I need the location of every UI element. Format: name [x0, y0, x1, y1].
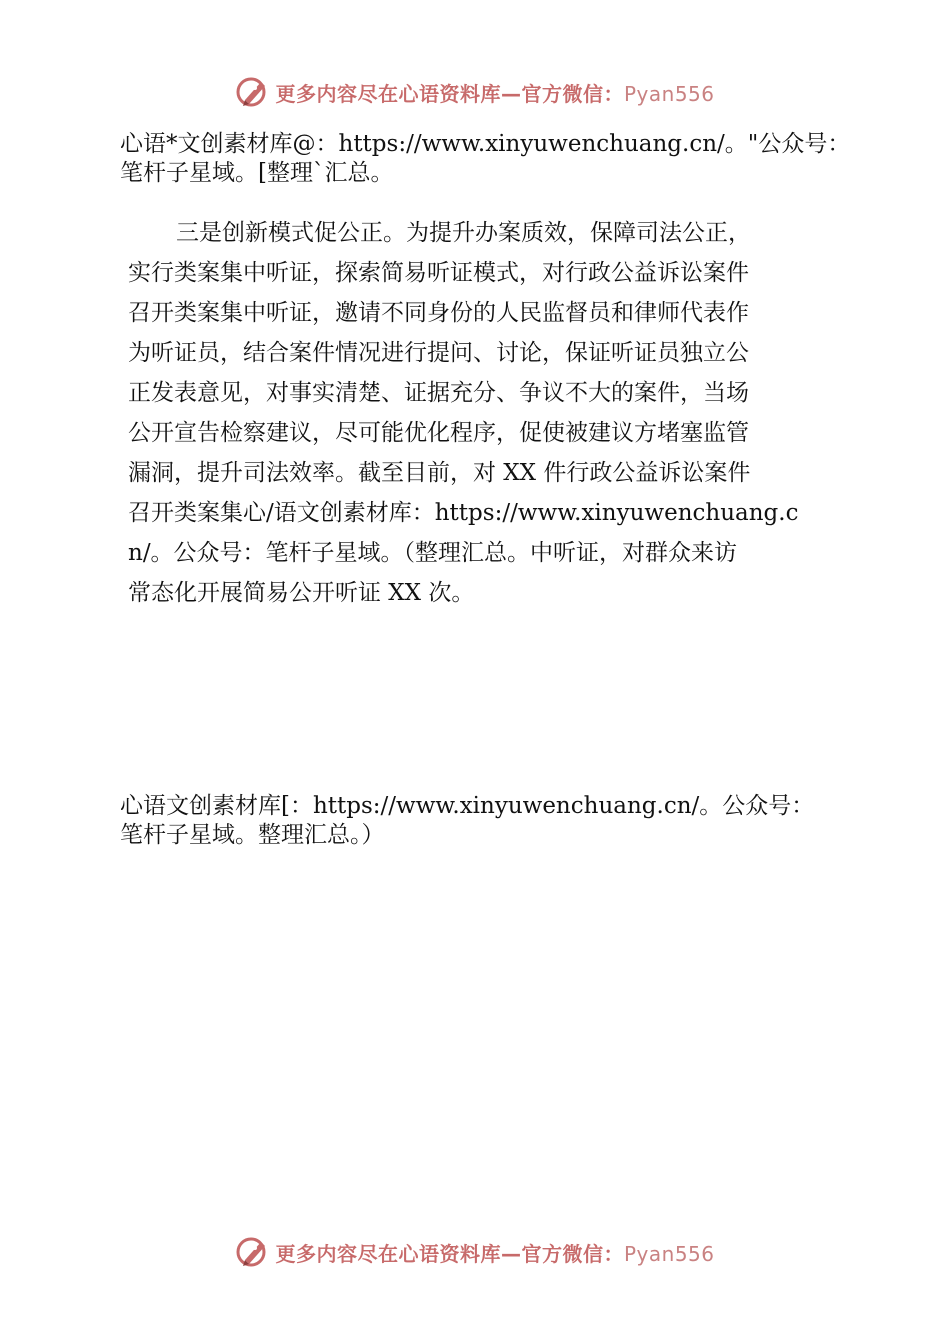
paragraph-line-4: 为听证员，结合案件情况进行提问、讨论，保证听证员独立公 [128, 340, 749, 366]
paragraph-line-10: 常态化开展简易公开听证 XX 次。 [128, 580, 475, 606]
header-banner-text: 更多内容尽在心语资料库—官方微信：Pyan556 [275, 81, 715, 106]
paragraph-line-6: 公开宣告检察建议，尽可能优化程序，促使被建议方堵塞监管 [128, 420, 749, 446]
paragraph-line-9: n/。公众号：笔杆子星域。（整理汇总。中听证，对群众来访 [128, 540, 738, 566]
note-top-line-2: 笔杆子星域。[整理`汇总。 [120, 160, 394, 186]
footer-banner [0, 1232, 950, 1272]
paragraph-line-5: 正发表意见，对事实清楚、证据充分、争议不大的案件，当场 [128, 380, 749, 406]
footer-banner-text: 更多内容尽在心语资料库—官方微信：Pyan556 [275, 1241, 715, 1266]
paragraph-line-3: 召开类案集中听证，邀请不同身份的人民监督员和律师代表作 [128, 300, 749, 326]
pen-logo-icon [235, 74, 271, 110]
paragraph-line-2: 实行类案集中听证，探索简易听证模式，对行政公益诉讼案件 [128, 260, 749, 286]
paragraph-line-7: 漏洞，提升司法效率。截至目前，对 XX 件行政公益诉讼案件 [128, 460, 751, 486]
note-bottom-line-2: 笔杆子星域。整理汇总。） [120, 822, 385, 848]
paragraph-line-8: 召开类案集心/语文创素材库：https://www.xinyuwenchuang.c [128, 500, 799, 526]
footer-banner-handle: Pyan556 [623, 1241, 715, 1266]
note-bottom-line-1: 心语文创素材库[：https://www.xinyuwenchuang.cn/。公众号： [120, 793, 815, 819]
header-banner-handle: Pyan556 [623, 81, 715, 106]
note-top-line-1: 心语*文创素材库@：https://www.xinyuwenchuang.cn/。"公众号： [120, 131, 851, 157]
header-banner [0, 72, 950, 112]
paragraph-line-1: 三是创新模式促公正。为提升办案质效，保障司法公正， [176, 220, 751, 246]
note-top [120, 130, 850, 188]
pen-logo-icon [235, 1234, 271, 1270]
note-bottom [120, 792, 814, 850]
body-paragraph [128, 213, 798, 613]
